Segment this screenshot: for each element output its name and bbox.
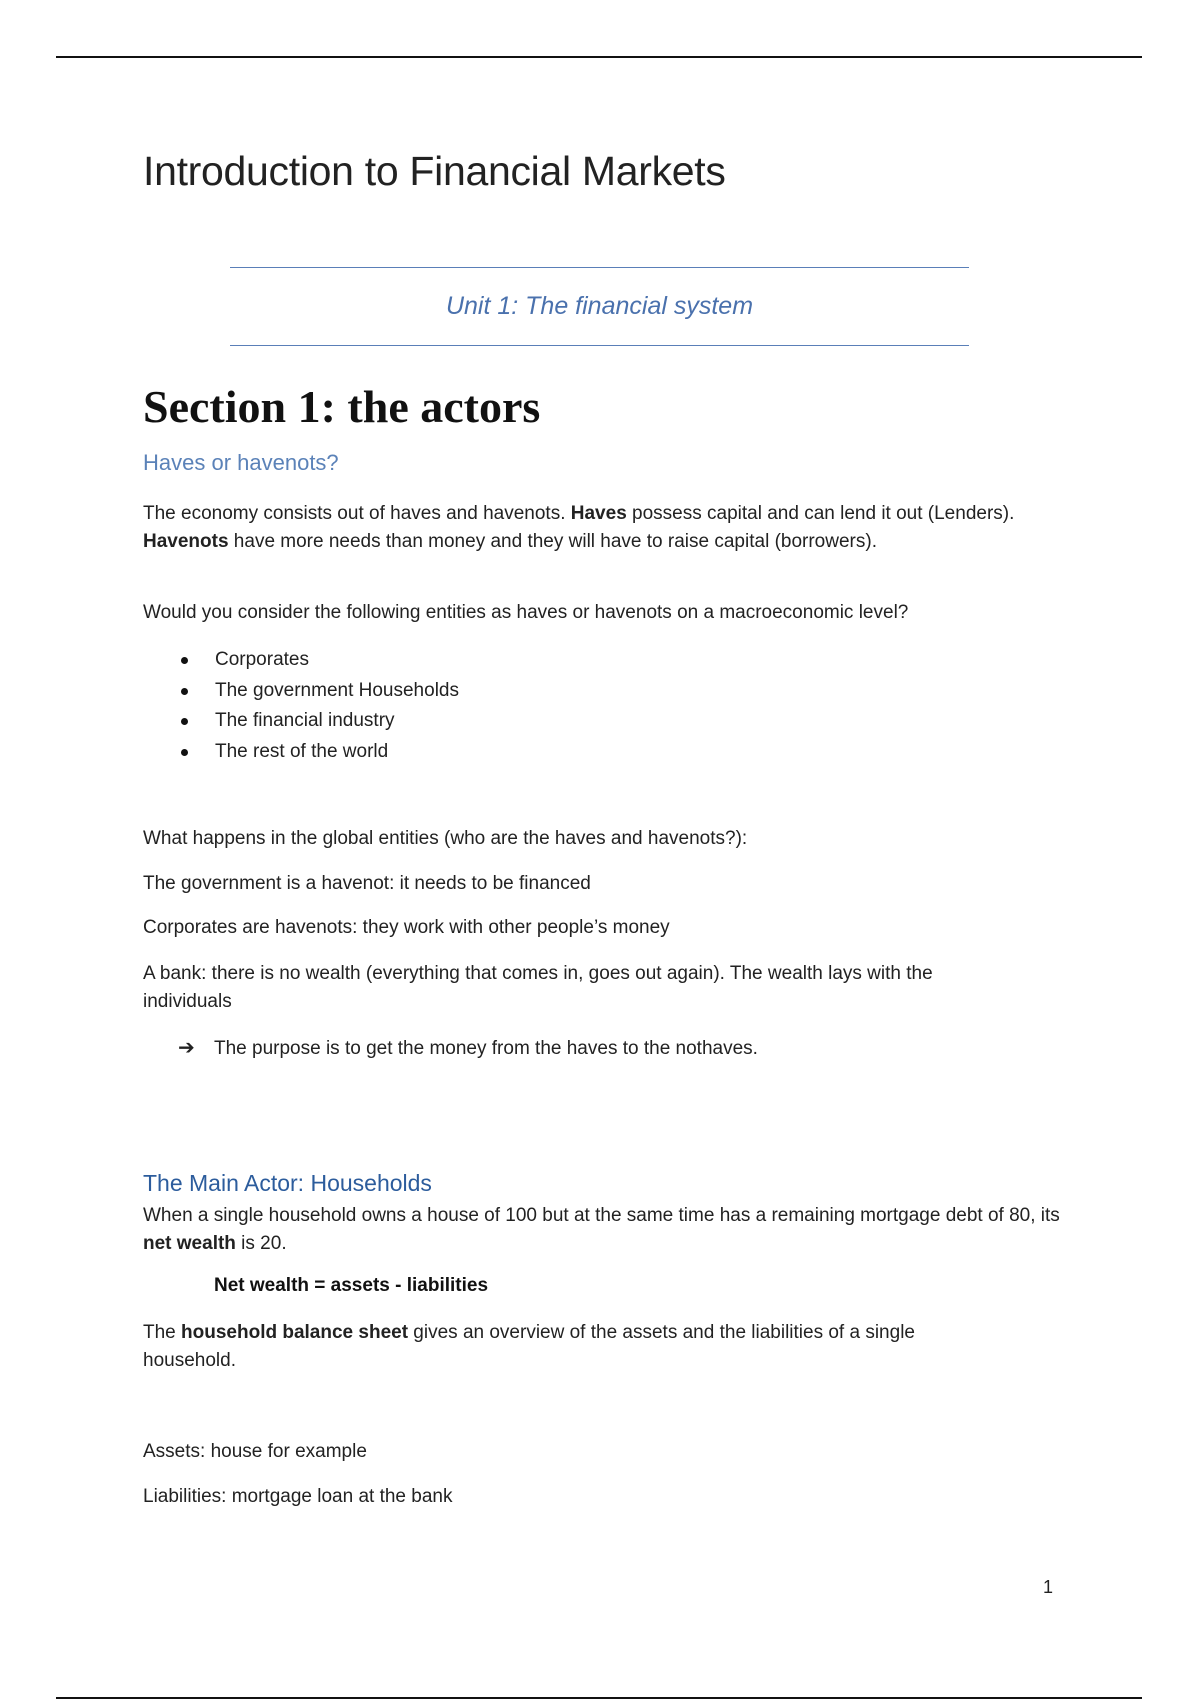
balance-sheet-paragraph: The household balance sheet gives an overview of the assets and the liabilities of a single household. xyxy=(143,1322,915,1371)
global-question: What happens in the global entities (who are the haves and havenots?): xyxy=(143,828,748,849)
term-net-wealth: net wealth xyxy=(143,1233,236,1254)
question-paragraph: Would you consider the following entities as haves or havenots on a macroeconomic level? xyxy=(143,602,909,623)
bullet-icon xyxy=(181,749,188,756)
arrow-right-icon: ➔ xyxy=(178,1037,195,1059)
corporates-statement: Corporates are havenots: they work with other people’s money xyxy=(143,917,670,938)
subtitle-box xyxy=(230,267,969,346)
purpose-line: ➔ The purpose is to get the money from the haves to the nothaves. xyxy=(178,1034,758,1063)
bottom-rule xyxy=(56,1697,1142,1699)
page-number: 1 xyxy=(1043,1577,1054,1597)
intro-paragraph xyxy=(143,500,1063,556)
bank-statement: A bank: there is no wealth (everything that comes in, goes out again). The wealth lays with the individuals xyxy=(143,963,933,1012)
top-rule xyxy=(56,56,1142,58)
government-statement: The government is a havenot: it needs to be financed xyxy=(143,873,591,894)
term-household-balance-sheet: household balance sheet xyxy=(181,1322,409,1343)
term-havenots: Havenots xyxy=(143,531,229,552)
households-paragraph: When a single household owns a house of 100 but at the same time has a remaining mortgage debt of 80, its net wealth is 20. xyxy=(143,1205,1060,1254)
liabilities-line: Liabilities: mortgage loan at the bank xyxy=(143,1486,453,1507)
section-heading: Section 1: the actors xyxy=(143,381,541,432)
list-item: The financial industry xyxy=(143,706,459,737)
list-item: Corporates xyxy=(143,645,459,676)
bullet-icon xyxy=(181,688,188,695)
net-wealth-formula: Net wealth = assets - liabilities xyxy=(214,1275,489,1296)
unit-subtitle: Unit 1: The financial system xyxy=(445,292,754,320)
paragraph-haves-havenots: The economy consists out of haves and havenots. Haves possess capital and can lend it out (Lenders). Havenots have more needs than money and they will have to raise capital (borrowers). xyxy=(143,503,1015,552)
entity-list xyxy=(143,645,459,767)
term-haves: Haves xyxy=(570,503,627,524)
list-item: The rest of the world xyxy=(143,737,459,768)
households-heading: The Main Actor: Households xyxy=(143,1170,432,1196)
document-title: Introduction to Financial Markets xyxy=(143,148,726,194)
list-item: The government Households xyxy=(143,676,459,707)
bullet-icon xyxy=(181,718,188,725)
section-subheading: Haves or havenots? xyxy=(143,450,339,475)
assets-line: Assets: house for example xyxy=(143,1441,367,1462)
bullet-icon xyxy=(181,657,188,664)
